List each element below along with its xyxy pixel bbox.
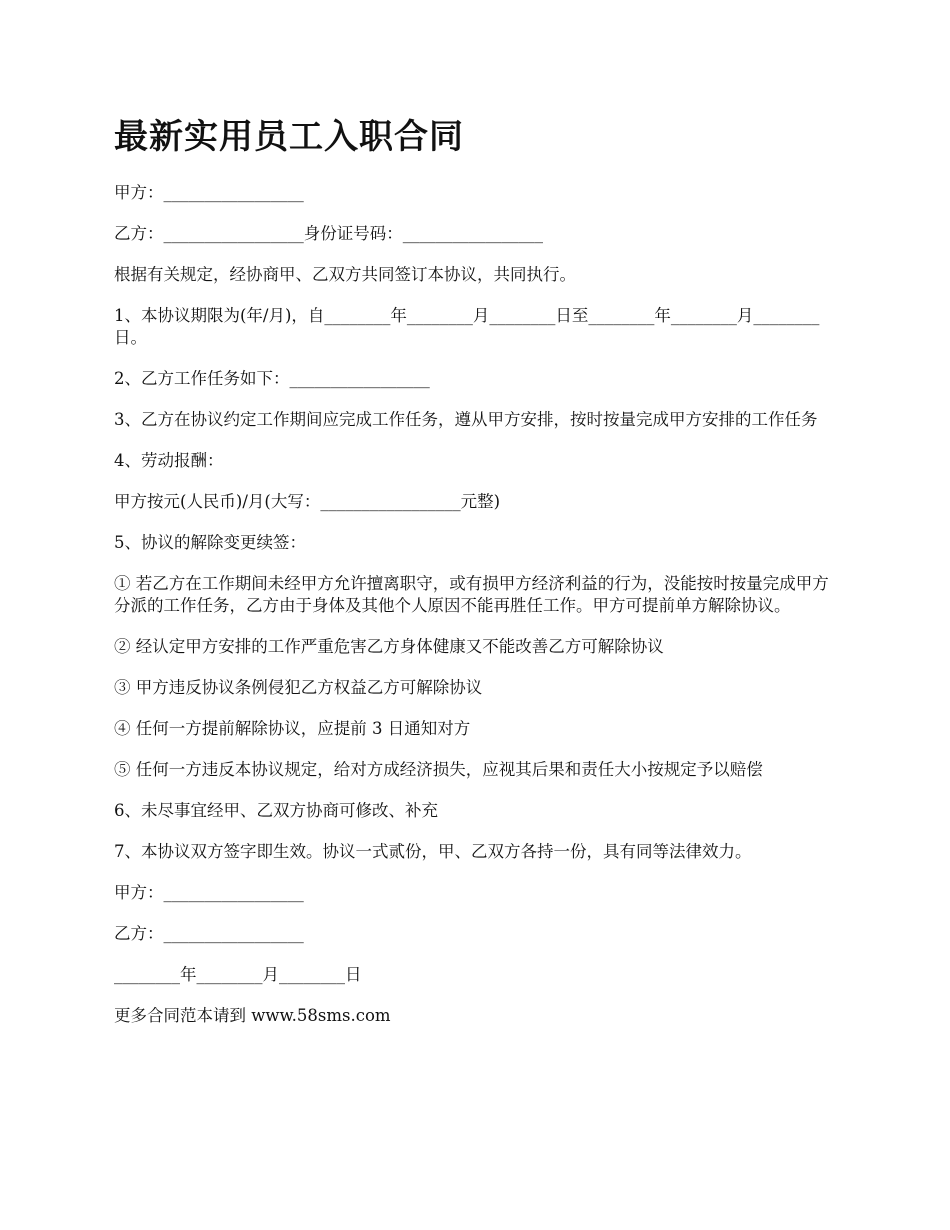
termination-item-3: ③ 甲方违反协议条例侵犯乙方权益乙方可解除协议 [114, 678, 483, 697]
clause-1-term: 1、本协议期限为(年/月)，自________年________月________日至________年________月________日。 [114, 306, 820, 347]
document-page [114, 112, 840, 1046]
party-a-line: 甲方：_________________ [114, 183, 304, 202]
termination-item-2: ② 经认定甲方安排的工作严重危害乙方身体健康又不能改善乙方可解除协议 [114, 637, 664, 656]
preamble: 根据有关规定，经协商甲、乙双方共同签订本协议，共同执行。 [114, 265, 576, 284]
clause-2-tasks: 2、乙方工作任务如下：_________________ [114, 369, 430, 388]
signature-party-a: 甲方：_________________ [114, 883, 304, 902]
clause-3-duties: 3、乙方在协议约定工作期间应完成工作任务，遵从甲方安排，按时按量完成甲方安排的工作任务 [114, 410, 818, 429]
remuneration-amount: 甲方按元(人民币)/月(大写：_________________元整) [114, 492, 501, 511]
clause-5-termination: 5、协议的解除变更续签： [114, 533, 306, 552]
termination-item-5: ⑤ 任何一方违反本协议规定，给对方成经济损失，应视其后果和责任大小按规定予以赔偿 [114, 760, 763, 779]
footer-more-templates: 更多合同范本请到 www.58sms.com [114, 1006, 391, 1025]
clause-6-amendments: 6、未尽事宜经甲、乙双方协商可修改、补充 [114, 801, 438, 820]
signature-date: ________年________月________日 [114, 965, 362, 984]
signature-party-b: 乙方：_________________ [114, 924, 304, 943]
document-title: 最新实用员工入职合同 [114, 117, 464, 157]
clause-7-effect: 7、本协议双方签字即生效。协议一式贰份，甲、乙双方各持一份，具有同等法律效力。 [114, 842, 752, 861]
termination-item-1: ① 若乙方在工作期间未经甲方允许擅离职守，或有损甲方经济利益的行为，没能按时按量完成甲方分派的工作任务，乙方由于身体及其他个人原因不能再胜任工作。甲方可提前单方解除协议。 [114, 574, 829, 615]
termination-item-4: ④ 任何一方提前解除协议，应提前 3 日通知对方 [114, 719, 471, 738]
party-b-id-line: 乙方：_________________身份证号码：_________________ [114, 224, 543, 243]
clause-4-remuneration: 4、劳动报酬： [114, 451, 224, 470]
